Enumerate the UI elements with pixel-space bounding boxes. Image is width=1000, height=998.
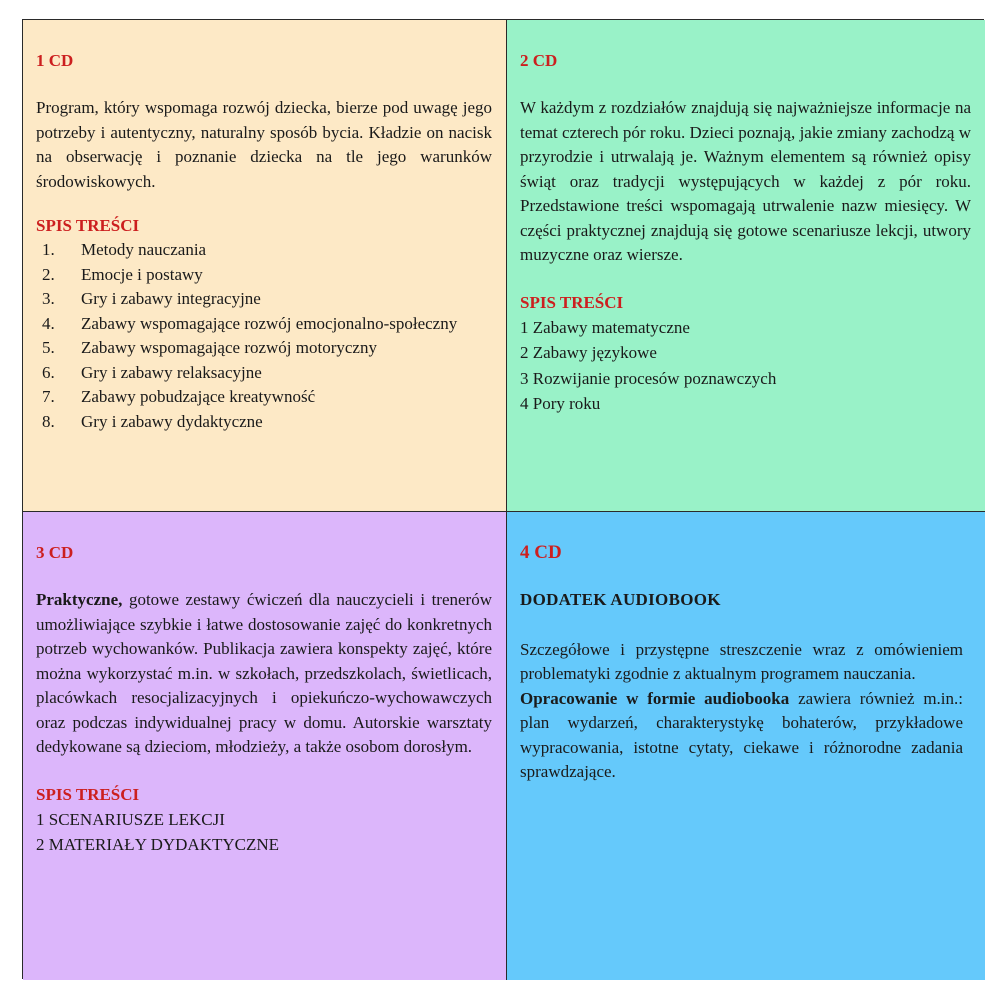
toc-item	[36, 336, 492, 361]
toc-item-number: 7.	[42, 387, 55, 406]
toc-item	[36, 361, 492, 386]
toc-item-label: Gry i zabawy integracyjne	[81, 289, 261, 308]
cd4-subtitle: DODATEK AUDIOBOOK	[520, 590, 721, 609]
cd1-title: 1 CD	[36, 51, 74, 70]
toc-item: 1 SCENARIUSZE LEKCJI	[36, 809, 225, 829]
cd1-panel	[23, 20, 507, 512]
toc-item	[36, 410, 492, 435]
toc-item: 4 Pory roku	[520, 394, 601, 413]
cd2-toc-list	[520, 315, 971, 417]
toc-item-label: Gry i zabawy relaksacyjne	[81, 362, 262, 382]
toc-item: 1 Zabawy matematyczne	[520, 317, 690, 337]
cd3-toc-heading: SPIS TREŚCI	[36, 784, 140, 804]
cd3-panel	[23, 512, 507, 980]
cd3-toc-list	[36, 807, 492, 858]
cd4-paragraph-1: Szczegółowe i przystępne streszczenie wraz z omówieniem problematyki zgodnie z aktualnym programem nauczania.	[520, 639, 963, 683]
toc-item-label: Emocje i postawy	[81, 264, 203, 284]
cd4-title: 4 CD	[520, 542, 562, 563]
toc-item	[36, 287, 492, 312]
cd3-description-body: gotowe zestawy ćwiczeń dla nauczycieli i trenerów umożliwiające szybkie i łatwe dostosowanie zajęć do konkretnych potrzeb wychowanków. Publikacja zawiera konspekty zajęć, które można wykorzystać m.in. w szkołach, przedszkolach, świetlicach, placówkach resocjalizacyjnych i opiekuńczo-wychowawczych oraz podczas indywidualnej pracy w domu. Autorskie warsztaty dedykowane są dzieciom, młodzieży, a także osobom dorosłym.	[36, 590, 492, 756]
toc-item-number: 8.	[42, 411, 55, 431]
toc-item-number: 3.	[42, 289, 55, 308]
toc-item-label: Zabawy wspomagające rozwój motoryczny	[81, 338, 377, 357]
cd4-panel	[507, 512, 985, 980]
cd4-paragraph-2-body: zawiera również m.in.: plan wydarzeń, charakterystykę bohaterów, przykładowe wypracowania, istotne cytaty, ciekawe i różnorodne zadania sprawdzające.	[520, 688, 963, 781]
cd1-toc-list	[36, 238, 492, 434]
cd3-title: 3 CD	[36, 543, 74, 562]
toc-item	[36, 238, 492, 263]
toc-item-label: Zabawy pobudzające kreatywność	[81, 387, 316, 406]
toc-item-number: 1.	[42, 240, 55, 259]
toc-item: 2 MATERIAŁY DYDAKTYCZNE	[36, 835, 280, 854]
toc-item-number: 5.	[42, 338, 55, 357]
cd4-paragraph-2-lead: Opracowanie w formie audiobooka	[520, 688, 790, 708]
cd2-description: W każdym z rozdziałów znajdują się najważniejsze informacje na temat czterech pór roku. Dzieci poznają, jakie zmiany zachodzą w przyrodzie i utrwalają je. Ważnym elementem są również opisy świąt oraz tradycji występujących w każdej z pór roku. Przedstawione treści wspomagają utrwalenie nazw miesięcy. W części praktycznej znajdują się gotowe scenariusze lekcji, utwory muzyczne oraz wiersze.	[520, 98, 971, 264]
cd3-description	[36, 588, 492, 760]
toc-item	[36, 312, 492, 337]
toc-item	[36, 385, 492, 410]
cd-content-grid	[22, 19, 984, 979]
cd2-panel	[507, 20, 985, 512]
cd2-toc-heading: SPIS TREŚCI	[520, 292, 624, 312]
cd2-title: 2 CD	[520, 51, 558, 70]
toc-item-label: Gry i zabawy dydaktyczne	[81, 411, 263, 431]
toc-item-number: 2.	[42, 264, 55, 284]
cd4-paragraph-2	[520, 687, 963, 785]
toc-item: 3 Rozwijanie procesów poznawczych	[520, 368, 777, 388]
toc-item	[36, 263, 492, 288]
cd1-description: Program, który wspomaga rozwój dziecka, bierze pod uwagę jego potrzeby i autentyczny, naturalny sposób bycia. Kładzie on nacisk na obserwację i poznanie dziecka na tle jego warunków środowiskowych.	[36, 98, 492, 191]
toc-item-number: 4.	[42, 313, 55, 333]
cd3-description-lead: Praktyczne,	[36, 590, 123, 609]
toc-item: 2 Zabawy językowe	[520, 343, 657, 362]
cd1-toc-heading: SPIS TREŚCI	[36, 216, 140, 235]
toc-item-label: Zabawy wspomagające rozwój emocjonalno-społeczny	[81, 313, 458, 333]
toc-item-number: 6.	[42, 362, 55, 382]
toc-item-label: Metody nauczania	[81, 240, 207, 259]
